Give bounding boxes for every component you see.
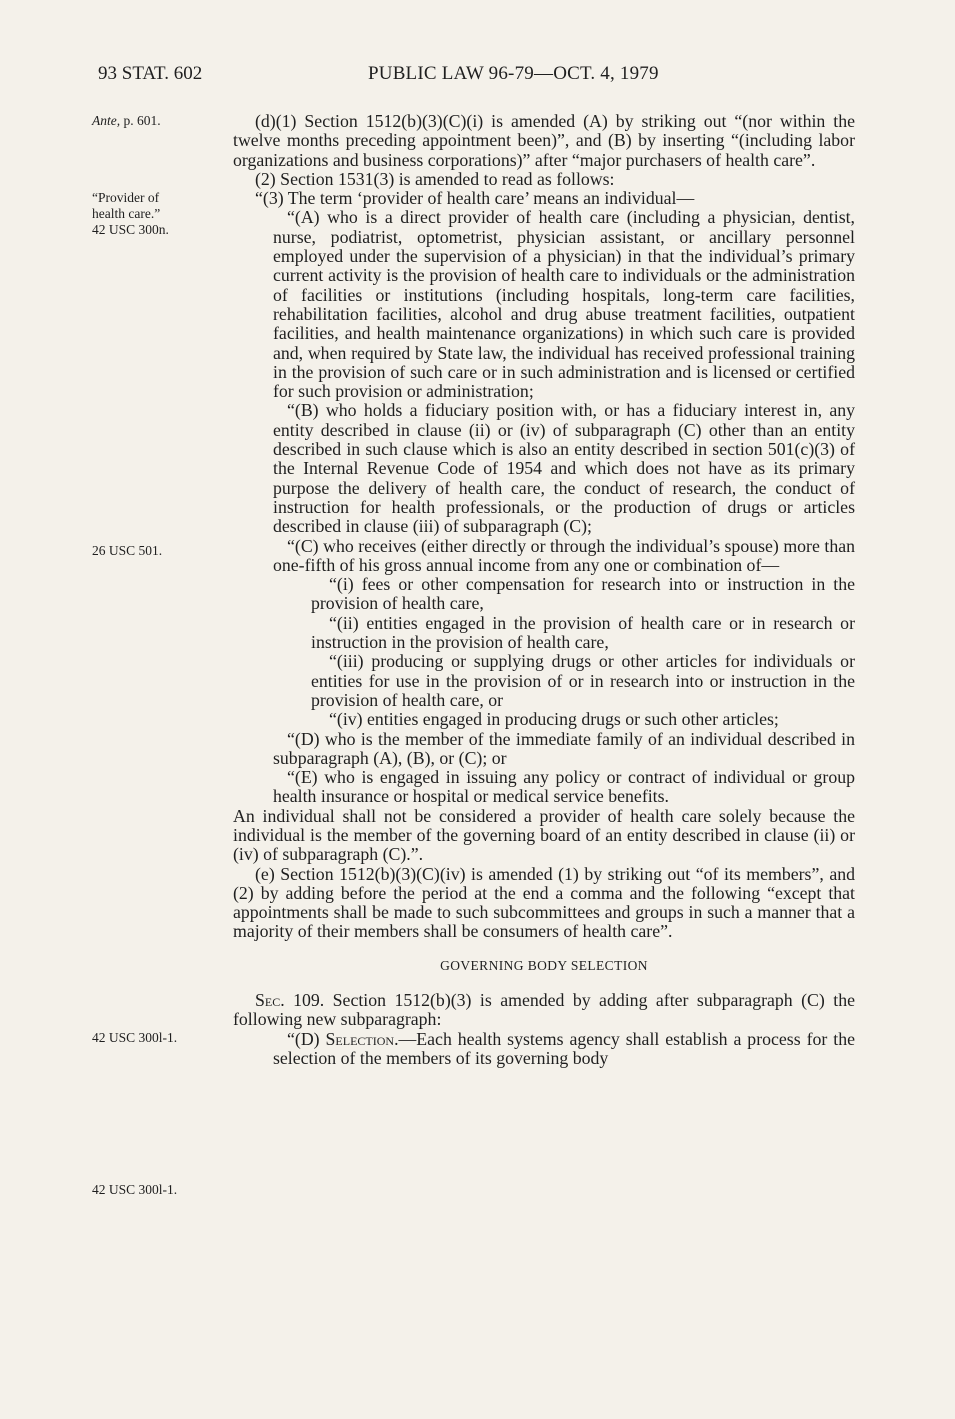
selection-text: —Each health systems agency shall establish a process for the selection of the members of its governing body <box>273 1028 855 1068</box>
subparagraph-c: “(C) who receives (either directly or through the individual’s spouse) more than one-fifth of his gross annual income from any one or combination of— <box>273 535 855 575</box>
margin-note-provider-2: health care.” <box>92 206 161 221</box>
margin-note-ante-label: Ante, <box>92 113 121 128</box>
section-109 <box>233 991 855 1030</box>
margin-note-provider-1: “Provider of <box>92 190 160 205</box>
paragraph-d3: “(3) The term ‘provider of health care’ means an individual— <box>255 188 695 209</box>
margin-note-usc300l-2: 42 USC 300l-1. <box>92 1182 178 1197</box>
section-109-text: 109. Section 1512(b)(3) is amended by adding after subparagraph (C) the following new subparagraph: <box>233 990 855 1030</box>
public-law-title: PUBLIC LAW 96-79—OCT. 4, 1979 <box>368 63 659 84</box>
section-label: Sec. <box>255 990 285 1011</box>
paragraph-d1: (d)(1) Section 1512(b)(3)(C)(i) is amended (A) by striking out “(nor within the twelve months preceding appointment been)”, and (B) by inserting “(including labor organizations and business corporations)” after “major purchasers of health care”. <box>233 111 855 170</box>
clause-c-i: “(i) fees or other compensation for research into or instruction in the provision of health care, <box>311 574 855 614</box>
subparagraph-e: “(E) who is engaged in issuing any policy or contract of individual or group health insurance or hospital or medical service benefits. <box>273 767 855 807</box>
margin-note-provider <box>92 190 212 238</box>
clause-c-iv: “(iv) entities engaged in producing drugs or such other articles; <box>329 709 779 730</box>
margin-note-ante-page: p. 601. <box>123 113 161 128</box>
margin-note-usc501: 26 USC 501. <box>92 543 163 558</box>
stat-page-number: 93 STAT. 602 <box>98 63 203 84</box>
margin-note-usc300l-1: 42 USC 300l-1. <box>92 1030 178 1045</box>
subparagraph-d-selection <box>233 1030 855 1069</box>
subparagraph-d: “(D) who is the member of the immediate family of an individual described in subparagraph (A), (B), or (C); or <box>273 728 855 768</box>
subparagraph-b: “(B) who holds a fiduciary position with, or has a fiduciary interest in, any entity described in clause (ii) or (iv) of subparagraph (C) other than an entity described in such clause which is also an entity described in section 501(c)(3) of the Internal Revenue Code of 1954 and which does not have as its primary purpose the delivery of health care, the conduct of research, the conduct of instruction for health professionals, or the production of drugs or articles described in clause (iii) of subparagraph (C); <box>273 400 855 537</box>
subparagraph-a: “(A) who is a direct provider of health care (including a physician, dentist, nurse, podiatrist, optometrist, physician assistant, or ancillary personnel employed under the supervision of a physician) in that the individual’s primary current activity is the provision of health care to individuals or the administration of facilities or institutions (including hospitals, long-term care facilities, rehabilitation facilities, alcohol and drug abuse treatment facilities, outpatient facilities, and health maintenance organizations) in which such care is provided and, when required by State law, the individual has received professional training in the provision of such care or in such administration and is licensed or certified for such provision or administration; <box>273 207 855 402</box>
section-heading: GOVERNING BODY SELECTION <box>440 957 648 973</box>
paragraph-d2: (2) Section 1531(3) is amended to read as follows: <box>255 168 615 189</box>
paragraph-e: (e) Section 1512(b)(3)(C)(iv) is amended (1) by striking out “of its members”, and (2) by adding before the period at the end a comma and the following “except that appointments shall be made to such subcommittees and groups in such a manner that a majority of their members shall be consumers of health care”. <box>233 863 855 942</box>
selection-label: “(D) Selection. <box>287 1028 399 1049</box>
clause-c-ii: “(ii) entities engaged in the provision of health care or in research or instruction in the provision of health care, <box>311 612 855 653</box>
margin-note-usc300n: 42 USC 300n. <box>92 222 169 237</box>
statute-body <box>233 112 855 1068</box>
closing-sentence: An individual shall not be considered a provider of health care solely because the individual is the member of the governing board of an entity described in clause (ii) or (iv) of subparagraph (C).”. <box>233 805 855 865</box>
clause-c-iii: “(iii) producing or supplying drugs or other articles for individuals or entities for use in the provision of or in research into or instruction in the provision of health care, or <box>311 651 855 710</box>
page-header <box>98 63 865 93</box>
margin-note-ante <box>92 113 212 129</box>
